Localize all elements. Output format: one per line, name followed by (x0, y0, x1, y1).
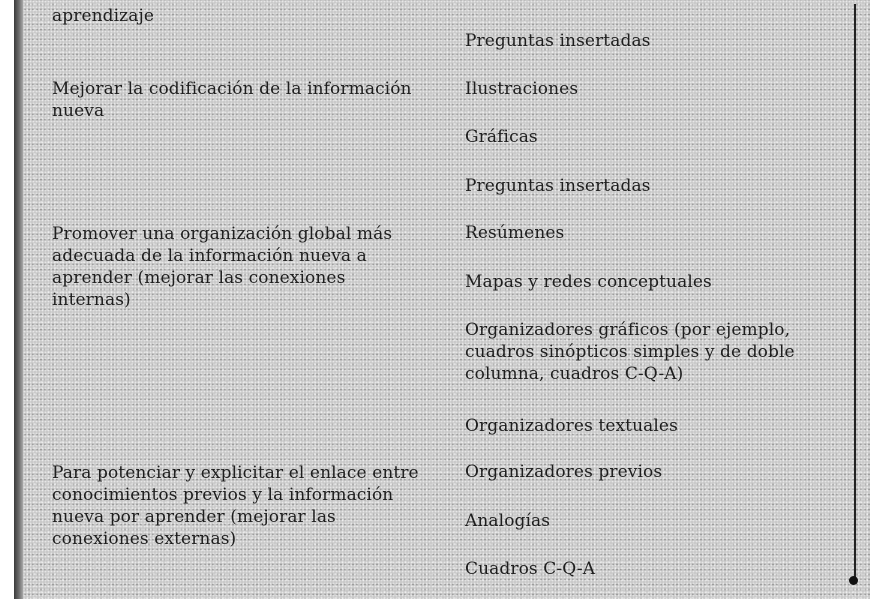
strategy-item: Mapas y redes conceptuales (465, 272, 712, 292)
rule-end-dot (849, 576, 858, 585)
vertical-rule (854, 4, 856, 582)
strategy-item: Preguntas insertadas (465, 31, 651, 51)
strategy-item: Gráficas (465, 127, 538, 147)
strategy-item: Ilustraciones (465, 79, 579, 99)
book-spine-shadow (14, 0, 23, 599)
strategy-item: Preguntas insertadas (465, 176, 651, 196)
objective-text: Mejorar la codificación de la información nueva (52, 79, 412, 121)
strategy-item: Cuadros C-Q-A (465, 559, 596, 579)
strategy-item: Resúmenes (465, 223, 565, 243)
objective-text: Promover una organización global más adecuada de la información nueva a aprender (mejorar las conexiones internas) (52, 224, 393, 310)
strategy-item: Organizadores previos (465, 462, 663, 482)
objective-text: Para potenciar y explicitar el enlace entre conocimientos previos y la información nueva por aprender (mejorar las conexiones externas) (52, 463, 419, 549)
strategy-item: Analogías (465, 511, 551, 531)
strategy-item: Organizadores gráficos (por ejemplo, cuadros sinópticos simples y de doble columna, cuadros C-Q-A) (465, 320, 795, 384)
strategy-item: Organizadores textuales (465, 416, 678, 436)
objective-text: aprendizaje (52, 6, 154, 26)
